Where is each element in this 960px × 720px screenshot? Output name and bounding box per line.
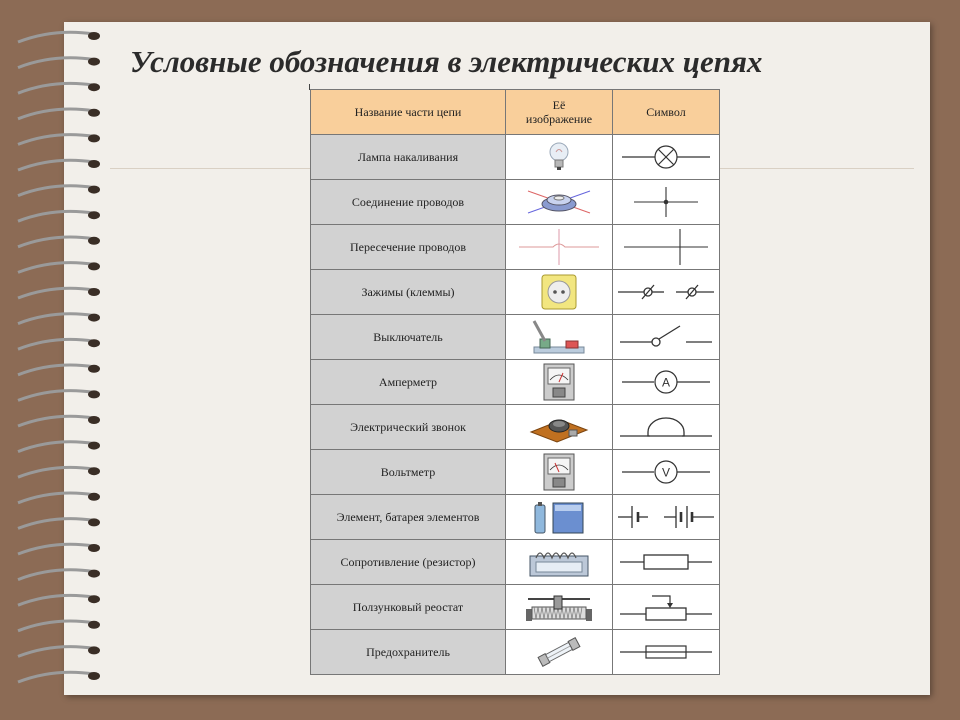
spiral-coil [18, 647, 94, 657]
spiral-hole [88, 288, 100, 296]
spiral-hole [88, 416, 100, 424]
voltmeter-symbol-icon [613, 450, 720, 495]
table-row [311, 315, 720, 360]
spiral-hole [88, 339, 100, 347]
spiral-hole [88, 518, 100, 526]
spiral-hole [88, 32, 100, 40]
header-image: Её изображение [506, 90, 613, 135]
row-name: Элемент, батарея элементов [311, 495, 506, 540]
ammeter-letter: A [661, 375, 671, 390]
spiral-coil [18, 365, 94, 375]
socket-terminal-icon [506, 270, 613, 315]
voltmeter-letter: V [661, 465, 671, 480]
spiral-hole [88, 570, 100, 578]
rheostat-symbol-icon [613, 585, 720, 630]
table-row [311, 225, 720, 270]
header-symbol: Символ [613, 90, 720, 135]
spiral-coil [18, 135, 94, 145]
spiral-coil [18, 83, 94, 93]
ammeter-device-icon [506, 360, 613, 405]
spiral-hole [88, 672, 100, 680]
spiral-coil [18, 544, 94, 554]
fuse-symbol-icon [613, 630, 720, 675]
rheostat-device-icon [506, 585, 613, 630]
battery-symbol-icon [613, 495, 720, 540]
header-name: Название части цепи [311, 90, 506, 135]
spiral-coil [18, 211, 94, 221]
spiral-hole [88, 160, 100, 168]
spiral-hole [88, 467, 100, 475]
wire-crossing-symbol-icon [613, 225, 720, 270]
spiral-coil [18, 339, 94, 349]
row-name: Выключатель [311, 315, 506, 360]
spiral-coil [18, 314, 94, 324]
wire-junction-symbol-icon [613, 180, 720, 225]
crossing-wires-icon [506, 225, 613, 270]
spiral-hole [88, 442, 100, 450]
spiral-coil [18, 288, 94, 298]
table-header-row [311, 90, 720, 135]
spiral-coil [18, 493, 94, 503]
symbols-table [310, 89, 720, 675]
table-row [311, 630, 720, 675]
table-row [311, 585, 720, 630]
spiral-coil [18, 672, 94, 682]
spiral-hole [88, 109, 100, 117]
row-name: Электрический звонок [311, 405, 506, 450]
spiral-coil [18, 58, 94, 68]
spiral-coil [18, 595, 94, 605]
table-row [311, 405, 720, 450]
resistor-device-icon [506, 540, 613, 585]
row-name: Сопротивление (резистор) [311, 540, 506, 585]
spiral-hole [88, 365, 100, 373]
fuse-device-icon [506, 630, 613, 675]
spiral-hole [88, 595, 100, 603]
spiral-hole [88, 186, 100, 194]
spiral-coil [18, 186, 94, 196]
switch-symbol-icon [613, 315, 720, 360]
page-title: Условные обозначения в электрических цепях [130, 44, 763, 79]
spiral-hole [88, 211, 100, 219]
spiral-coil [18, 32, 94, 42]
spiral-binding-icon [14, 24, 104, 694]
electric-bell-icon [506, 405, 613, 450]
light-bulb-icon [506, 135, 613, 180]
spiral-hole [88, 58, 100, 66]
table-row [311, 270, 720, 315]
spiral-coil [18, 416, 94, 426]
spiral-hole [88, 262, 100, 270]
row-name: Предохранитель [311, 630, 506, 675]
spiral-coil [18, 237, 94, 247]
row-name: Соединение проводов [311, 180, 506, 225]
spiral-hole [88, 621, 100, 629]
table-row [311, 495, 720, 540]
wire-connector-icon [506, 180, 613, 225]
spiral-coil [18, 160, 94, 170]
spiral-hole [88, 390, 100, 398]
spiral-coil [18, 570, 94, 580]
knife-switch-icon [506, 315, 613, 360]
lamp-symbol-icon [613, 135, 720, 180]
row-name: Ползунковый реостат [311, 585, 506, 630]
spiral-hole [88, 646, 100, 654]
row-name: Лампа накаливания [311, 135, 506, 180]
resistor-symbol-icon [613, 540, 720, 585]
table-row [311, 360, 720, 405]
spiral-coil [18, 519, 94, 529]
table-row [311, 450, 720, 495]
spiral-hole [88, 544, 100, 552]
spiral-hole [88, 314, 100, 322]
spiral-hole [88, 237, 100, 245]
row-name: Вольтметр [311, 450, 506, 495]
table-row [311, 540, 720, 585]
bell-symbol-icon [613, 405, 720, 450]
battery-cells-icon [506, 495, 613, 540]
spiral-coil [18, 263, 94, 273]
row-name: Амперметр [311, 360, 506, 405]
spiral-coil [18, 109, 94, 119]
spiral-hole [88, 83, 100, 91]
row-name: Пересечение проводов [311, 225, 506, 270]
ammeter-symbol-icon [613, 360, 720, 405]
spiral-coil [18, 621, 94, 631]
voltmeter-device-icon [506, 450, 613, 495]
row-name: Зажимы (клеммы) [311, 270, 506, 315]
spiral-coil [18, 391, 94, 401]
terminal-symbol-icon [613, 270, 720, 315]
spiral-hole [88, 493, 100, 501]
spiral-hole [88, 134, 100, 142]
table-row [311, 180, 720, 225]
table-row [311, 135, 720, 180]
spiral-coil [18, 442, 94, 452]
spiral-coil [18, 467, 94, 477]
